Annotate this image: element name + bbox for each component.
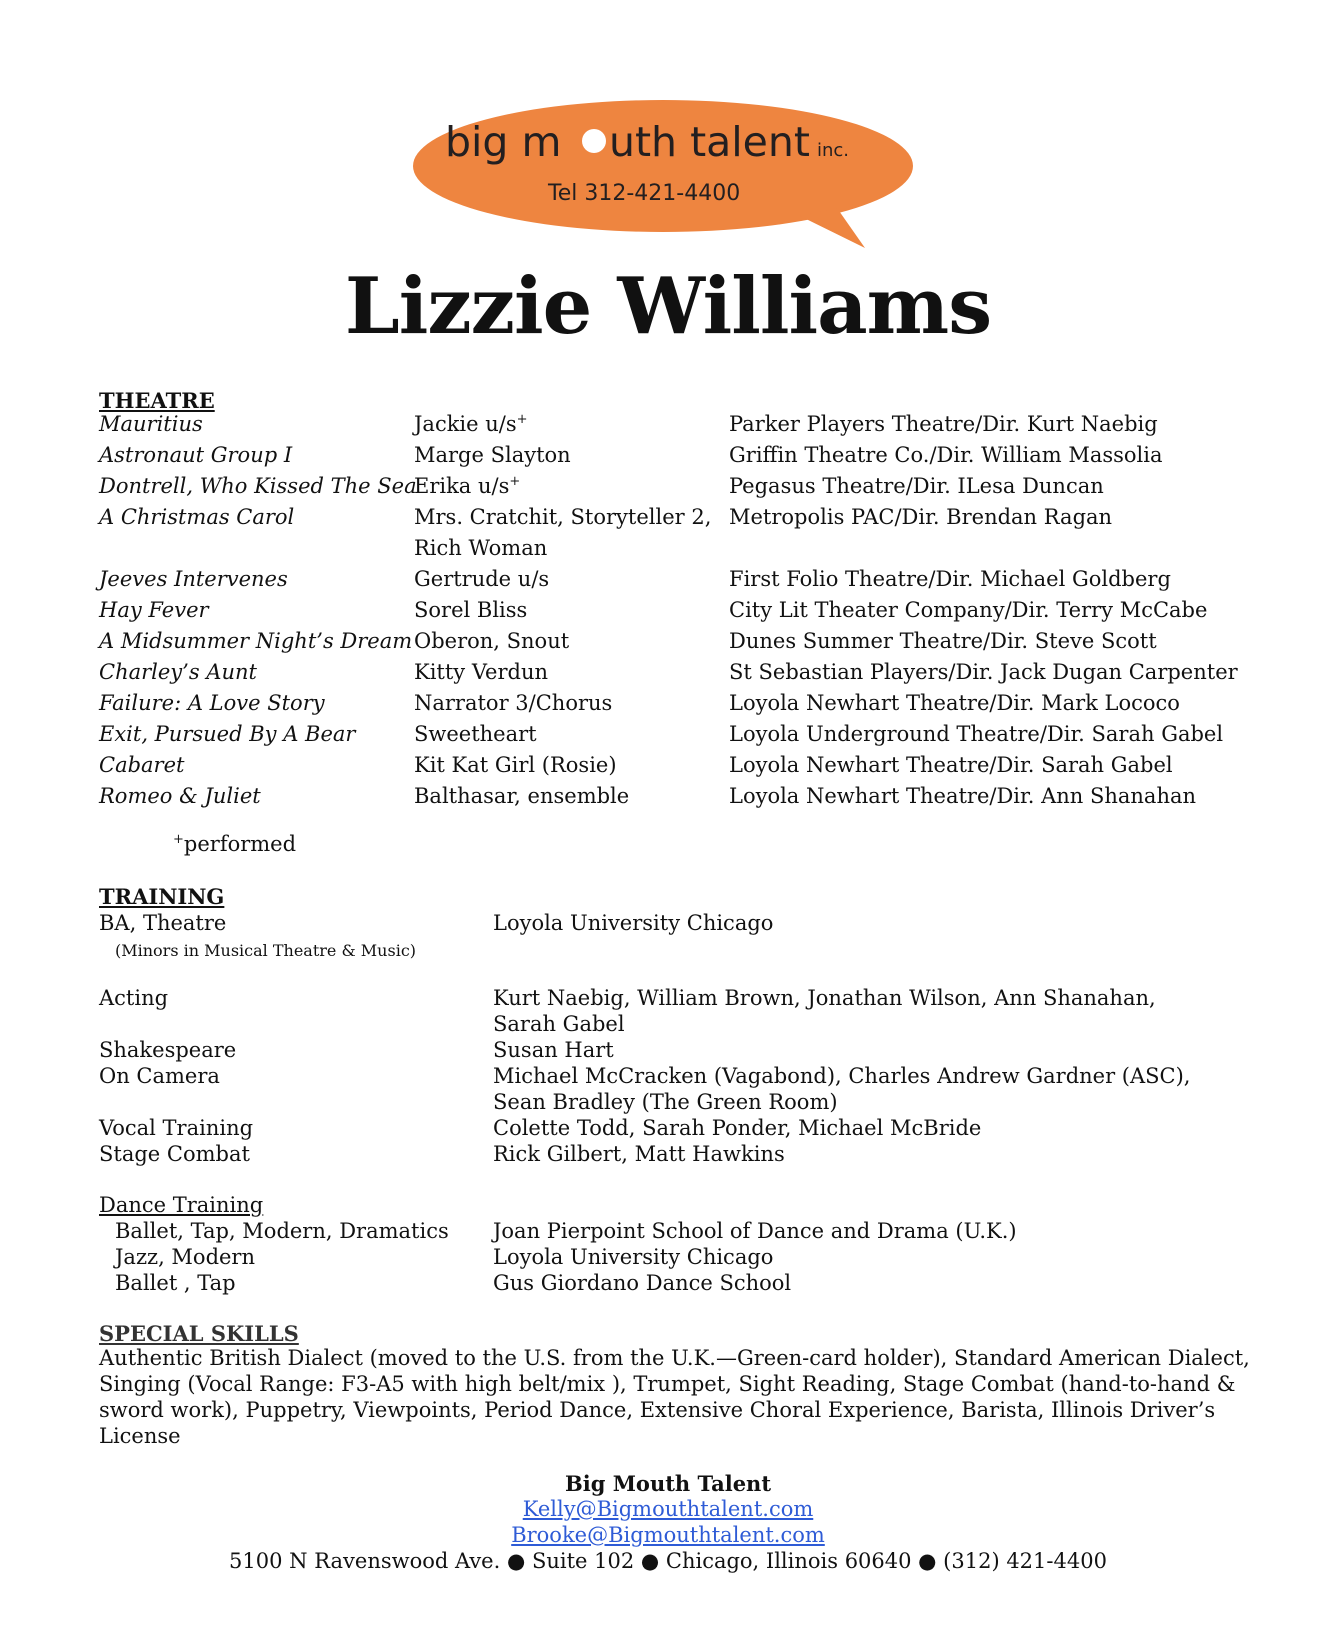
training-value: Susan Hart: [493, 1038, 614, 1062]
company: Dunes Summer Theatre/Dir. Steve Scott: [729, 629, 1157, 653]
training-value: Colette Todd, Sarah Ponder, Michael McBride: [493, 1116, 982, 1140]
show-title: Hay Fever: [99, 598, 209, 622]
training-label: Acting: [99, 986, 169, 1010]
training-value: Loyola University Chicago: [493, 911, 774, 935]
show-title: Romeo & Juliet: [99, 784, 261, 808]
company: City Lit Theater Company/Dir. Terry McCabe: [729, 598, 1208, 622]
role: Sorel Bliss: [414, 598, 528, 622]
role: Narrator 3/Chorus: [414, 691, 613, 715]
training-label: Vocal Training: [99, 1116, 254, 1140]
company: St Sebastian Players/Dir. Jack Dugan Carpenter: [729, 660, 1238, 684]
footer-email-row: [0, 1499, 1336, 1520]
show-title: Exit, Pursued By A Bear: [99, 722, 356, 746]
company: Pegasus Theatre/Dir. ILesa Duncan: [729, 474, 1104, 498]
footnote-label: performed: [183, 832, 297, 856]
training-label: BA, Theatre: [99, 911, 227, 935]
show-title: Jeeves Intervenes: [99, 567, 288, 591]
training-value: Sean Bradley (The Green Room): [493, 1090, 838, 1114]
performed-mark: +: [509, 474, 521, 489]
show-title: A Midsummer Night’s Dream: [99, 629, 413, 653]
footer-address: 5100 N Ravenswood Ave. ● Suite 102 ● Chicago, Illinois 60640 ● (312) 421-4400: [229, 1549, 1107, 1573]
role: Kit Kat Girl (Rosie): [414, 753, 617, 777]
role: Kitty Verdun: [414, 660, 549, 684]
training-heading: TRAINING: [99, 884, 225, 909]
theatre-heading: THEATRE: [99, 388, 215, 413]
speech-bubble-tail: [800, 208, 865, 248]
special-skills-heading: SPECIAL SKILLS: [99, 1321, 299, 1346]
actor-name: Lizzie Williams: [344, 261, 992, 352]
logo-brand-part2: uth talent: [609, 118, 810, 166]
speech-bubble-logo: [405, 96, 925, 258]
dance-style: Ballet, Tap, Modern, Dramatics: [115, 1219, 449, 1243]
role: Sweetheart: [414, 722, 537, 746]
company: Loyola Newhart Theatre/Dir. Ann Shanahan: [729, 784, 1197, 808]
agency-logo: [405, 96, 925, 258]
footer-agency: Big Mouth Talent: [564, 1471, 772, 1496]
show-title: Astronaut Group I: [99, 443, 293, 467]
dance-heading: Dance Training: [99, 1193, 264, 1217]
company: Loyola Underground Theatre/Dir. Sarah Gabel: [729, 722, 1224, 746]
logo-o-circle: [582, 129, 606, 153]
dance-school: Joan Pierpoint School of Dance and Drama (U.K.): [493, 1219, 1017, 1243]
footnote-text: [173, 834, 296, 855]
training-value: Kurt Naebig, William Brown, Jonathan Wilson, Ann Shanahan,: [493, 986, 1156, 1010]
performed-mark: +: [516, 412, 528, 427]
company: Parker Players Theatre/Dir. Kurt Naebig: [729, 412, 1158, 436]
role: Marge Slayton: [414, 443, 571, 467]
role-text: Erika u/s: [414, 474, 510, 498]
special-skills-text: Authentic British Dialect (moved to the U.S. from the U.K.—Green-card holder), Standard American Dialect, Singing (Vocal Range: F3-A5 with high belt/mix ), Trumpet, Sight Reading, Stage Combat (hand-to-hand & sword work), Puppetry, Viewpoints, Period Dance, Extensive Choral Experience, Barista, Illinois Driver’s License: [99, 1346, 1250, 1448]
role: Mrs. Cratchit, Storyteller 2,: [414, 505, 712, 529]
company: Griffin Theatre Co./Dir. William Massolia: [729, 443, 1163, 467]
role: [414, 476, 520, 497]
dance-school: Loyola University Chicago: [493, 1245, 774, 1269]
company: Loyola Newhart Theatre/Dir. Mark Lococo: [729, 691, 1180, 715]
show-title: Cabaret: [99, 753, 185, 777]
show-title: A Christmas Carol: [99, 505, 295, 529]
role: [414, 414, 528, 435]
training-value: Michael McCracken (Vagabond), Charles Andrew Gardner (ASC),: [493, 1064, 1191, 1088]
role-text: Jackie u/s: [414, 412, 517, 436]
logo-phone: Tel 312-421-4400: [548, 181, 741, 206]
company: Loyola Newhart Theatre/Dir. Sarah Gabel: [729, 753, 1173, 777]
degree-note: (Minors in Musical Theatre & Music): [115, 941, 417, 960]
email-link-kelly[interactable]: Kelly@Bigmouthtalent.com: [522, 1497, 814, 1521]
role: Balthasar, ensemble: [414, 784, 630, 808]
show-title: Dontrell, Who Kissed The Sea: [99, 474, 417, 498]
show-title: Failure: A Love Story: [99, 691, 325, 715]
show-title: Mauritius: [99, 412, 203, 436]
training-label: Shakespeare: [99, 1038, 237, 1062]
training-value: Sarah Gabel: [493, 1012, 625, 1036]
email-link-brooke[interactable]: Brooke@Bigmouthtalent.com: [511, 1523, 825, 1547]
role: Gertrude u/s: [414, 567, 550, 591]
footer-email-row: [0, 1525, 1336, 1546]
training-value: Rick Gilbert, Matt Hawkins: [493, 1142, 785, 1166]
logo-brand-part1: big m: [445, 118, 562, 166]
company: First Folio Theatre/Dir. Michael Goldberg: [729, 567, 1171, 591]
training-label: Stage Combat: [99, 1142, 250, 1166]
company: Metropolis PAC/Dir. Brendan Ragan: [729, 505, 1113, 529]
dance-style: Jazz, Modern: [115, 1245, 255, 1269]
dance-school: Gus Giordano Dance School: [493, 1271, 792, 1295]
training-label: On Camera: [99, 1064, 220, 1088]
footnote-mark: +: [173, 832, 184, 847]
role: Rich Woman: [414, 536, 548, 560]
show-title: Charley’s Aunt: [99, 660, 257, 684]
dance-style: Ballet , Tap: [115, 1271, 236, 1295]
logo-inc: inc.: [817, 140, 850, 161]
role: Oberon, Snout: [414, 629, 570, 653]
